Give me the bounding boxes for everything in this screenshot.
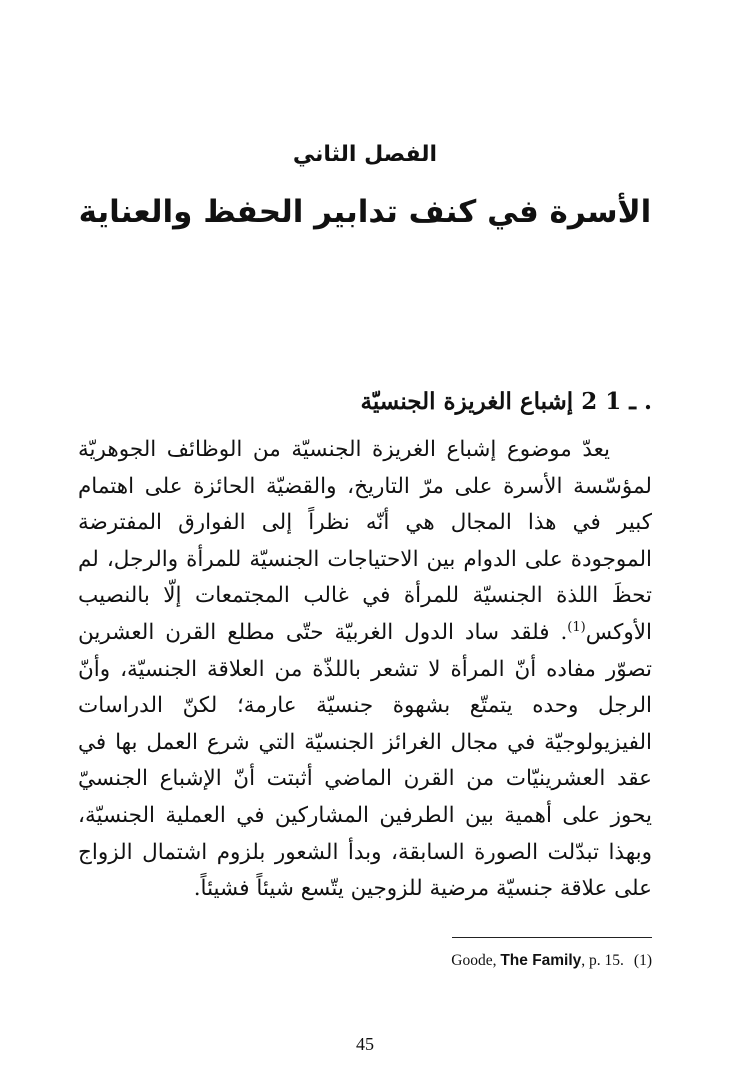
- section-heading: [92, 384, 652, 420]
- footnote-work-title: The Family: [500, 952, 582, 969]
- body-paragraph: [78, 432, 652, 908]
- paragraph-text-part-1: يعدّ موضوع إشباع الغريزة الجنسيّة من الوظائف الجوهريّة لمؤسّسة الأسرة على مرّ التاريخ، والقضيّة الحائزة على اهتمام كبير في هذا المجال هي أنّه نظراً إلى الفوارق المفترضة الموجودة على الدوام بين الاحتياجات الجنسيّة للمرأة والرجل، لم تحظَ اللذة الجنسيّة للمرأة في غالب المجتمعات إلّا بالنصيب الأوكس: [78, 437, 652, 645]
- footnote-author: Goode,: [451, 952, 497, 969]
- chapter-title: الأسرة في كنف تدابير الحفظ والعناية: [78, 194, 652, 230]
- chapter-label: الفصل الثاني: [292, 142, 438, 167]
- section-number: 2 ـ 1 .: [581, 388, 652, 415]
- footnote: [451, 950, 652, 972]
- footnote-divider: [452, 937, 652, 938]
- paragraph-text-part-2: . فلقد ساد الدول الغربيّة حتّى مطلع القرن العشرين تصوّر مفاده أنّ المرأة لا تشعر باللذّة من العلاقة الجنسيّة، وأنّ الرجل وحده يتمتّع بشهوة جنسيّة عارمة؛ لكنّ الدراسات الفيزيولوجيّة في مجال الغرائز الجنسيّة التي شرع العمل بها في عقد العشرينيّات من القرن الماضي أثبتت أنّ الإشباع الجنسيّ يحوز على أهمية بين الطرفين المشاركين في العملية الجنسيّة، وبهذا تبدّلت الصورة السابقة، وبدأ الشعور بلزوم اشتمال الزواج على علاقة جنسيّة مرضية للزوجين يتّسع شيئاً فشيئاً.: [78, 619, 652, 902]
- page-number: 45: [356, 1034, 374, 1054]
- footnote-marker: (1): [633, 952, 652, 969]
- footnote-pages: , p. 15.: [581, 952, 624, 969]
- footnote-reference: (1): [567, 619, 586, 635]
- section-title: إشباع الغريزة الجنسيّة: [360, 388, 574, 415]
- body-text: [78, 432, 652, 908]
